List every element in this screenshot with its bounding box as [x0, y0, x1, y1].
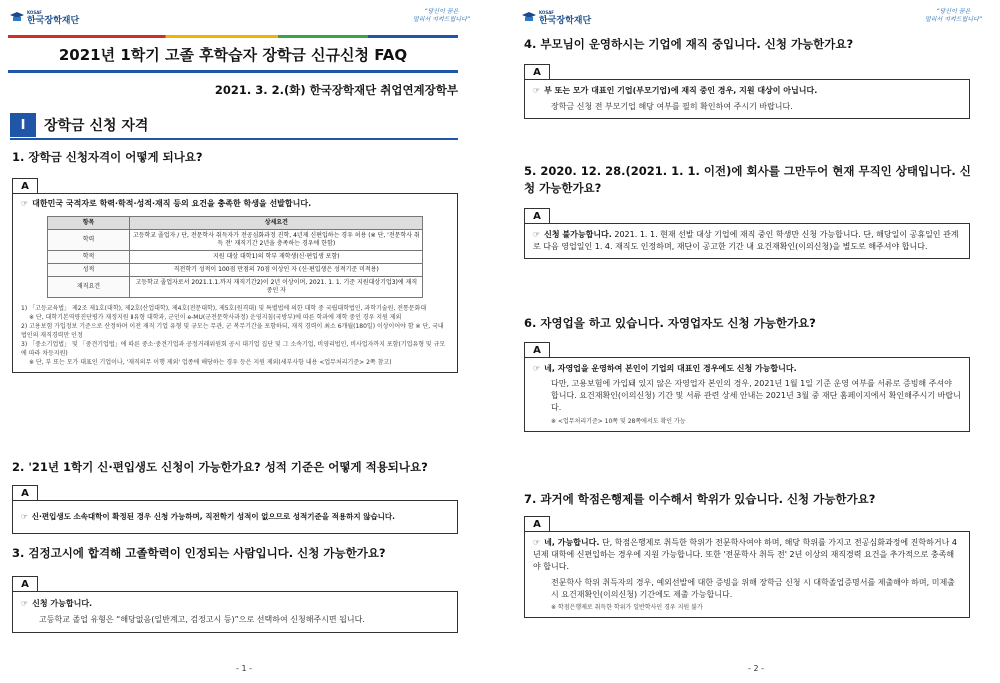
- pointing-hand-icon: ☞: [533, 86, 541, 95]
- footnote: 2) 고용보험 가입정보 기준으로 산정하며 이전 재직 기업 유형 및 규모는 무관, 군 복무기간을 포함하되, 재직 경력이 최소 6개월(180일) 이상이어야 함 ※ 단, 국내 법인의 재직경력만 인정: [21, 323, 444, 339]
- page-1: [0, 0, 488, 683]
- footnote: ※ 단, 부 또는 모가 대표인 기업이나, '재직의무 이행 제외' 업종에 해당하는 경우 등은 지원 제외(세부사항 내용 <업무처리기준> 2쪽 참고): [29, 359, 392, 366]
- brand-name: 한국장학재단: [27, 16, 80, 26]
- answer-letter: A: [524, 64, 550, 79]
- answer-1: [12, 178, 458, 373]
- pointing-hand-icon: ☞: [533, 538, 541, 547]
- answer-5-body: 2021. 1. 1. 현재 선발 대상 기업에 재직 중인 학생만 신청 가능합니다. 단, 해당일이 공휴일인 관계로 다음 영업일인 1. 4. 재직도 인정하며, 재단이 공고한 기간 내 요건재확인(이의신청)을 별도로 해주셔야 합니다.: [533, 230, 959, 251]
- answer-5: [524, 208, 970, 259]
- page-gutter: [488, 0, 512, 683]
- answer-7-note: ※ 학점은행제로 취득한 학위가 일반학사인 경우 지원 불가: [551, 604, 703, 611]
- answer-1-lead: 대한민국 국적자로 학력·학적·성적·재직 등의 요건을 충족한 학생을 선발합니다.: [32, 199, 312, 208]
- brand-name: 한국장학재단: [539, 16, 592, 26]
- answer-3: [12, 576, 458, 633]
- table-cell-value: 직전학기 성적이 100점 만점의 70점 이상인 자 (신·편입생은 성적기준 미적용): [130, 264, 423, 277]
- doc-title: 2021년 1학기 고졸 후학습자 장학금 신규신청 FAQ: [8, 35, 458, 73]
- table-header-item: 항목: [47, 217, 130, 230]
- answer-4-body: 장학금 신청 전 부모기업 해당 여부를 필히 확인하여 주시기 바랍니다.: [551, 102, 793, 111]
- brand-small: KOSAF: [27, 10, 43, 15]
- answer-5-lead: 신청 불가능합니다.: [544, 230, 612, 239]
- page-number: - 2 -: [748, 664, 764, 673]
- question-7: 7. 과거에 학점은행제를 이수해서 학위가 있습니다. 신청 가능한가요?: [524, 492, 876, 506]
- table-row: [47, 251, 423, 264]
- question-4: 4. 부모님이 운영하시는 기업에 재직 중입니다. 신청 가능한가요?: [524, 37, 854, 51]
- question-3: 3. 검정고시에 합격해 고졸학력이 인정되는 사람입니다. 신청 가능한가요?: [12, 546, 386, 560]
- answer-7-lead-rest: 단, 학점은행제로 취득한 학위가 전문학사여야 하며, 해당 학위를 가지고 전공심화과정에 진학하거나 4년제 대학에 신편입하는 경우에 지원 가능합니다. 또한 '전문학사 취득 전' 2년 이상의 재직경력 요건을 추가적으로 충족해야 합니다.: [533, 538, 957, 571]
- answer-6-lead: 네, 자영업을 운영하여 본인이 기업의 대표인 경우에도 신청 가능합니다.: [544, 364, 797, 373]
- table-row: [47, 264, 423, 277]
- answer-7: [524, 516, 970, 618]
- answer-letter: A: [524, 342, 550, 357]
- answer-3-lead: 신청 가능합니다.: [32, 599, 93, 608]
- table-cell-key: 학력: [47, 230, 130, 251]
- pointing-hand-icon: ☞: [533, 230, 541, 239]
- answer-letter: A: [12, 576, 38, 591]
- graduation-cap-icon: [10, 11, 24, 23]
- answer-7-lead: 네, 가능합니다.: [544, 538, 600, 547]
- answer-2-lead: 신·편입생도 소속대학이 확정된 경우 신청 가능하며, 직전학기 성적이 없으므로 성적기준을 적용하지 않습니다.: [31, 512, 396, 521]
- table-cell-key: 재직요건: [47, 277, 130, 298]
- brand-small: KOSAF: [539, 10, 555, 15]
- footnote: 3) 「중소기업법」 및 「중견기업법」에 따른 중소·중견기업과 공정거래위원회 공시 대기업 집단 및 그 소속기업, 비영리법인, 비사업자까지 포함(기업유형 및 규모에 따라 차등지원): [21, 341, 446, 357]
- question-1: 1. 장학금 신청자격이 어떻게 되나요?: [12, 150, 203, 164]
- question-5: 5. 2020. 12. 28.(2021. 1. 1. 이전)에 회사를 그만두어 현재 무직인 상태입니다. 신청 가능한가요?: [524, 164, 971, 195]
- pointing-hand-icon: ☞: [21, 199, 29, 208]
- table-cell-value: 고등학교 졸업자로서 2021.1.1.까지 재직기간2)이 2년 이상이며, 2021. 1. 1. 기준 지원대상기업3)에 재직 중인 자: [130, 277, 423, 298]
- brand-logo: [10, 8, 79, 26]
- table-header-detail: 상세요건: [130, 217, 423, 230]
- answer-6-body: 다만, 고용보험에 가입돼 있지 않은 자영업자 본인의 경우, 2021년 1월 1일 기준 운영 여부를 서류로 증빙해 주셔야 합니다. 요건재확인(이의신청) 기간 및 서류 관련 상세 안내는 2021년 3월 중 재단 홈페이지에서 확인해주시기 바랍니다.: [551, 379, 961, 412]
- table-cell-key: 성적: [47, 264, 130, 277]
- slogan-line-1: “당신이 꿈은: [936, 8, 971, 15]
- slogan: [413, 8, 470, 24]
- table-cell-value: 고등학교 졸업자 / 단, 전문학사 취득자가 전공심화과정 진학, 4년제 신편입하는 경우 허용 (※ 단, '전문학사 취득 전' 재직기간 2년을 충족하는 경우에 한함): [130, 230, 423, 251]
- pointing-hand-icon: ☞: [533, 364, 541, 373]
- answer-letter: A: [12, 485, 38, 500]
- answer-3-body: 고등학교 졸업 유형은 “해당없음(일반계고, 검정고시 등)”으로 선택하여 신청해주시면 됩니다.: [39, 615, 365, 624]
- question-2: 2. '21년 1학기 신·편입생도 신청이 가능한가요? 성적 기준은 어떻게 적용되나요?: [12, 460, 428, 474]
- answer-2: [12, 485, 458, 534]
- table-row: [47, 277, 423, 298]
- table-cell-key: 학적: [47, 251, 130, 264]
- answer-letter: A: [524, 516, 550, 531]
- section-heading: [10, 112, 458, 140]
- section-label: 장학금 신청 자격: [44, 118, 149, 134]
- doc-subtitle: 2021. 3. 2.(화) 한국장학재단 취업연계장학부: [214, 83, 458, 97]
- answer-6-note: ※ <업무처리기준> 10쪽 및 28쪽에서도 확인 가능: [551, 418, 686, 425]
- pointing-hand-icon: ☞: [21, 599, 29, 608]
- section-number: I: [10, 113, 36, 137]
- graduation-cap-icon: [522, 11, 536, 23]
- slogan-line-2: 멀리서 지켜드립니다”: [412, 16, 470, 23]
- question-6: 6. 자영업을 하고 있습니다. 자영업자도 신청 가능한가요?: [524, 316, 816, 330]
- brand-logo: [522, 8, 591, 26]
- footnote: ※ 단, 대학기본역량진단평가 재정지원 Ⅱ유형 대학과, 군인이 e-MU(군전문학사과정) 운영지침(국방부)에 따른 학과에 재학 중인 경우 지원 제외: [29, 314, 402, 321]
- answer-6: [524, 342, 970, 432]
- answer-7-body: 전문학사 학위 취득자의 경우, 예외선발에 대한 증빙을 위해 장학금 신청 시 대학졸업증명서를 제출해야 하며, 미제출 시 요건재확인(이의신청) 기간에도 제출 가능합니다.: [551, 578, 955, 599]
- answer-letter: A: [12, 178, 38, 193]
- slogan-line-2: 멀리서 지켜드립니다”: [924, 16, 982, 23]
- table-row: [47, 230, 423, 251]
- page-number: - 1 -: [236, 664, 252, 673]
- pointing-hand-icon: ☞: [21, 512, 28, 521]
- requirements-table: [47, 216, 424, 298]
- answer-4-lead: 부 또는 모가 대표인 기업(부모기업)에 재직 중인 경우, 지원 대상이 아닙니다.: [544, 86, 818, 95]
- page-2: [512, 0, 1000, 683]
- footnote: 1) 「고등교육법」 제2조 제1호(대학), 제2호(산업대학), 제4호(전문대학), 제5호(원격대) 및 특별법에 의한 대학 중 국립대학법인, 과학기술원, 전통문화대: [21, 305, 427, 312]
- table-cell-value: 지원 대상 대학1)의 학부 재학생(신·편입생 포함): [130, 251, 423, 264]
- answer-4: [524, 64, 970, 119]
- slogan: [925, 8, 982, 24]
- answer-letter: A: [524, 208, 550, 223]
- slogan-line-1: “당신이 꿈은: [424, 8, 459, 15]
